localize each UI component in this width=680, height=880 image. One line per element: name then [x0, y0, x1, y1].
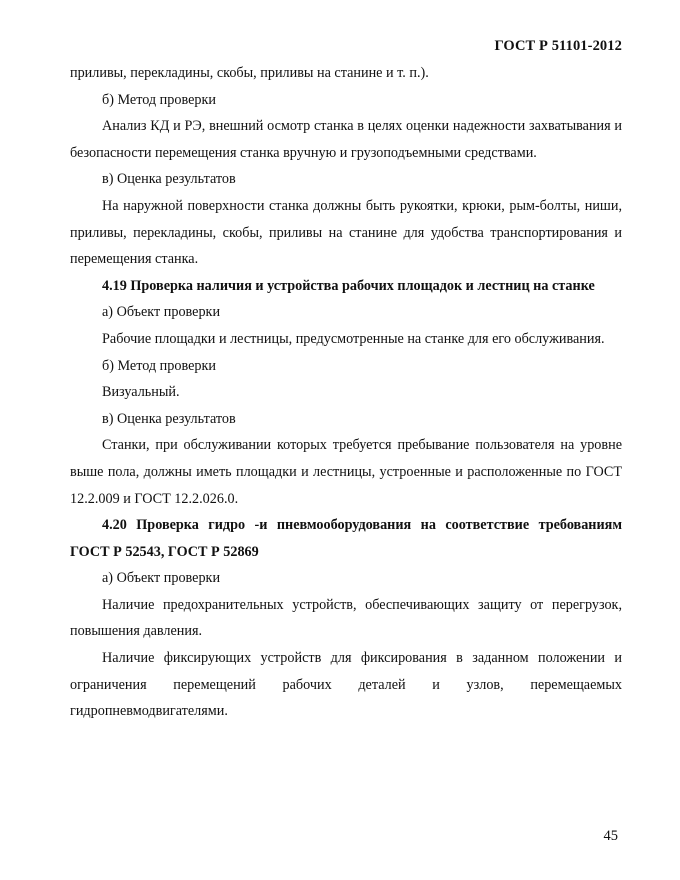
paragraph: приливы, перекладины, скобы, приливы на станине и т. п.).	[70, 65, 429, 81]
paragraph: Визуальный.	[102, 384, 180, 401]
section-heading-4-20: 4.20 Проверка гидро -и пневмооборудования на соответствие требованиям ГОСТ Р 52543, ГОСТ Р 52869	[70, 517, 622, 560]
document-header-id: ГОСТ Р 51101-2012	[494, 38, 622, 54]
subheading-results: в) Оценка результатов	[102, 171, 236, 188]
subheading-method: б) Метод проверки	[102, 91, 216, 108]
section-heading-4-19: 4.19 Проверка наличия и устройства рабочих площадок и лестниц на станке	[102, 277, 595, 294]
paragraph: Анализ КД и РЭ, внешний осмотр станка в целях оценки надежности захватывания и безопасности перемещения станка вручную и грузоподъемными средствами.	[70, 118, 622, 161]
subheading-object: а) Объект проверки	[102, 304, 221, 321]
subheading-results: в) Оценка результатов	[102, 410, 236, 427]
paragraph: Станки, при обслуживании которых требуется пребывание пользователя на уровне выше пола, должны иметь площадки и лестницы, устроенные и расположенные по ГОСТ 12.2.009 и ГОСТ 12.2.026.0.	[70, 437, 622, 507]
paragraph: Наличие фиксирующих устройств для фиксирования в заданном положении и ограничения перемещений рабочих деталей и узлов, перемещаемых гидропневмодвигателями.	[70, 650, 622, 720]
document-body	[70, 60, 622, 725]
page-number: 45	[603, 828, 618, 844]
subheading-object: а) Объект проверки	[102, 570, 221, 587]
subheading-method: б) Метод проверки	[102, 357, 216, 374]
paragraph: На наружной поверхности станка должны быть рукоятки, крюки, рым-болты, ниши, приливы, перекладины, скобы, приливы на станине для удобства транспортирования и перемещения станка.	[70, 197, 622, 268]
paragraph: Наличие предохранительных устройств, обеспечивающих защиту от перегрузок, повышения давления.	[70, 596, 622, 640]
paragraph: Рабочие площадки и лестницы, предусмотренные на станке для его обслуживания.	[102, 330, 605, 347]
